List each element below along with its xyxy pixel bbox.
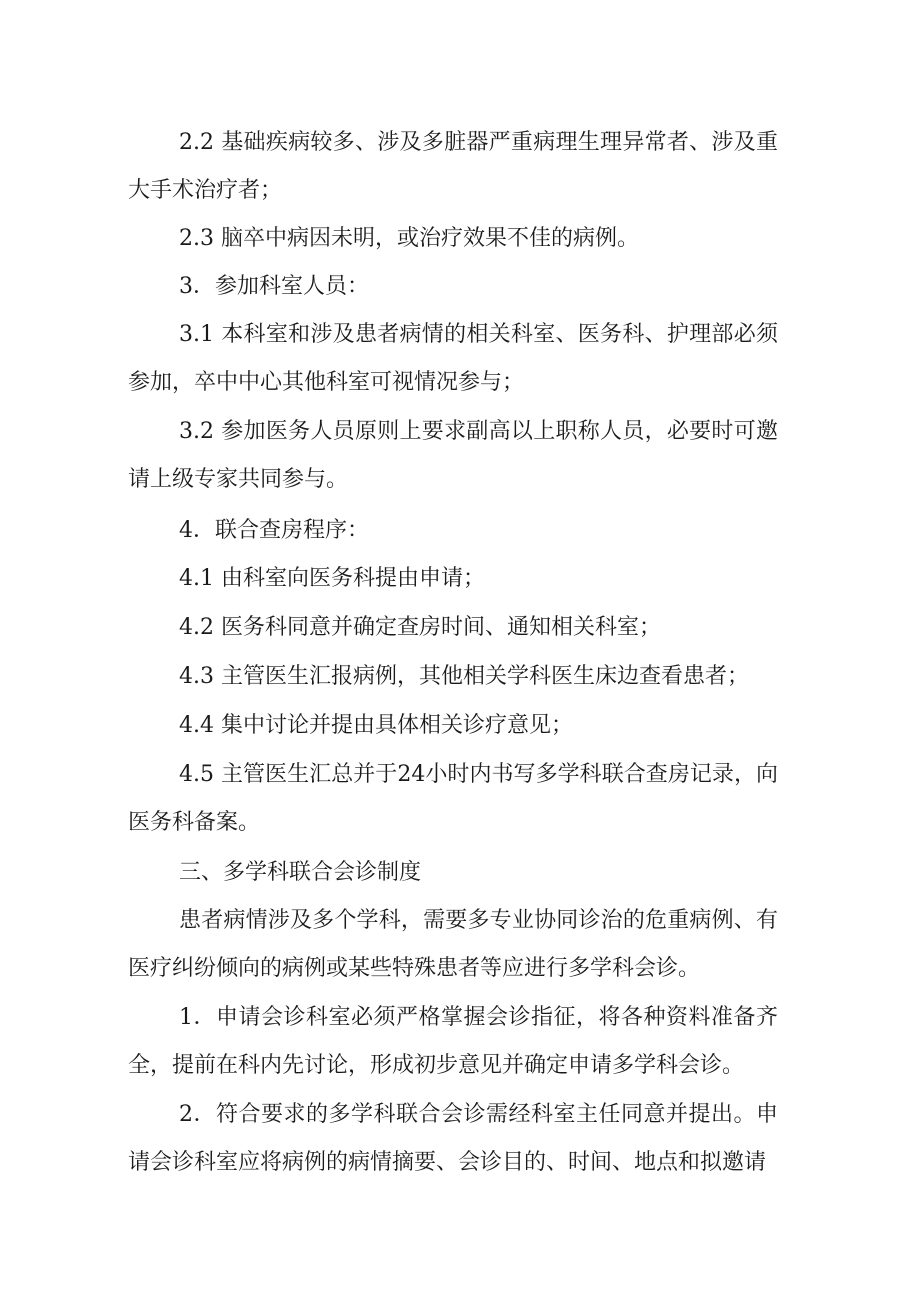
paragraph-2-2: 2.2 基础疾病较多、涉及多脏器严重病理生理异常者、涉及重大手术治疗者； — [128, 130, 778, 203]
paragraph-3-1: 3.1 本科室和涉及患者病情的相关科室、医务科、护理部必须参加，卒中中心其他科室可视情况参与； — [128, 322, 778, 395]
paragraph-consult-2: 2．符合要求的多学科联合会诊需经科室主任同意并提出。申请会诊科室应将病例的病情摘要、会诊目的、时间、地点和拟邀请 — [128, 1102, 778, 1175]
section-heading-3: 3．参加科室人员： — [179, 274, 369, 299]
paragraph-2-3: 2.3 脑卒中病因未明，或治疗效果不佳的病例。 — [179, 226, 639, 251]
paragraph-consult-1: 1．申请会诊科室必须严格掌握会诊指征，将各种资料准备齐全，提前在科内先讨论，形成初步意见并确定申请多学科会诊。 — [128, 1005, 778, 1078]
paragraph-consult-intro: 患者病情涉及多个学科，需要多专业协同诊治的危重病例、有医疗纠纷倾向的病例或某些特殊患者等应进行多学科会诊。 — [128, 908, 778, 981]
paragraph-4-1: 4.1 由科室向医务科提由申请； — [179, 566, 485, 591]
paragraph-4-2: 4.2 医务科同意并确定查房时间、通知相关科室； — [179, 615, 661, 640]
paragraph-4-3: 4.3 主管医生汇报病例，其他相关学科医生床边查看患者； — [179, 664, 749, 689]
section-heading-4: 4．联合查房程序： — [179, 518, 369, 543]
chapter-heading-3: 三、多学科联合会诊制度 — [179, 860, 422, 885]
paragraph-4-5: 4.5 主管医生汇总并于24小时内书写多学科联合查房记录，向医务科备案。 — [128, 762, 778, 835]
paragraph-3-2: 3.2 参加医务人员原则上要求副高以上职称人员，必要时可邀请上级专家共同参与。 — [128, 419, 778, 492]
paragraph-4-4: 4.4 集中讨论并提由具体相关诊疗意见； — [179, 713, 573, 738]
